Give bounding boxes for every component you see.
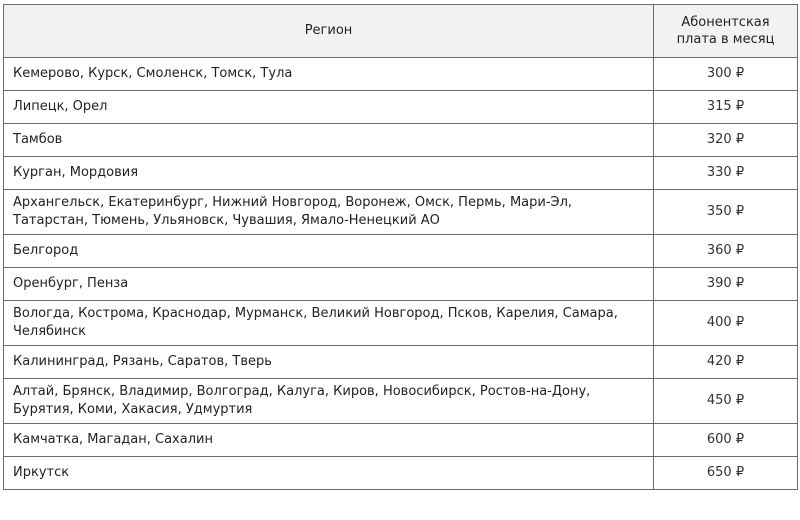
table-row	[4, 124, 798, 157]
table-row	[4, 301, 798, 346]
table-row	[4, 457, 798, 490]
region-cell: Белгород	[4, 235, 654, 268]
table-row	[4, 190, 798, 235]
region-cell: Тамбов	[4, 124, 654, 157]
header-price: Абонентская плата в месяц	[654, 5, 798, 58]
table-row	[4, 379, 798, 424]
price-cell: 390 ₽	[654, 268, 798, 301]
table-row	[4, 91, 798, 124]
region-cell: Кемерово, Курск, Смоленск, Томск, Тула	[4, 58, 654, 91]
table-row	[4, 346, 798, 379]
table-row	[4, 235, 798, 268]
price-cell: 600 ₽	[654, 424, 798, 457]
price-cell: 450 ₽	[654, 379, 798, 424]
region-cell: Курган, Мордовия	[4, 157, 654, 190]
table-row	[4, 58, 798, 91]
price-cell: 360 ₽	[654, 235, 798, 268]
region-cell: Вологда, Кострома, Краснодар, Мурманск, Великий Новгород, Псков, Карелия, Самара, Челябинск	[4, 301, 654, 346]
table-row	[4, 157, 798, 190]
price-cell: 400 ₽	[654, 301, 798, 346]
region-cell: Камчатка, Магадан, Сахалин	[4, 424, 654, 457]
price-cell: 315 ₽	[654, 91, 798, 124]
price-cell: 330 ₽	[654, 157, 798, 190]
table-row	[4, 424, 798, 457]
price-cell: 420 ₽	[654, 346, 798, 379]
region-cell: Алтай, Брянск, Владимир, Волгоград, Калуга, Киров, Новосибирск, Ростов-на-Дону, Бурятия, Коми, Хакасия, Удмуртия	[4, 379, 654, 424]
table-row	[4, 268, 798, 301]
region-cell: Липецк, Орел	[4, 91, 654, 124]
price-cell: 320 ₽	[654, 124, 798, 157]
price-cell: 350 ₽	[654, 190, 798, 235]
price-cell: 650 ₽	[654, 457, 798, 490]
region-cell: Калининград, Рязань, Саратов, Тверь	[4, 346, 654, 379]
region-cell: Оренбург, Пенза	[4, 268, 654, 301]
header-region: Регион	[4, 5, 654, 58]
price-cell: 300 ₽	[654, 58, 798, 91]
region-cell: Архангельск, Екатеринбург, Нижний Новгород, Воронеж, Омск, Пермь, Мари-Эл, Татарстан, Тюмень, Ульяновск, Чувашия, Ямало-Ненецкий АО	[4, 190, 654, 235]
table-header-row	[4, 5, 798, 58]
tariff-table	[3, 4, 798, 490]
region-cell: Иркутск	[4, 457, 654, 490]
